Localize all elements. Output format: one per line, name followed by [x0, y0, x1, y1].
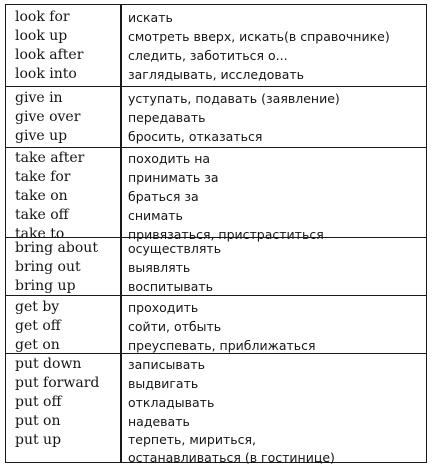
table-row	[6, 239, 426, 258]
phrasal-verb: take after	[15, 150, 85, 166]
phrasal-verb: get off	[15, 318, 61, 334]
phrasal-verb: give up	[15, 128, 68, 144]
phrasal-verb: put forward	[15, 375, 100, 391]
phrasal-verb: give in	[15, 90, 63, 106]
translation: походить на	[128, 151, 211, 166]
phrasal-verb: put off	[15, 394, 62, 410]
translation-line-1: терпеть, мириться,	[128, 432, 256, 447]
translation: надевать	[128, 414, 190, 429]
phrasal-verb: look up	[15, 28, 68, 44]
translation: смотреть вверх, искать(в справочнике)	[128, 29, 390, 44]
table-row	[6, 355, 426, 374]
translation: искать	[128, 10, 173, 25]
translation: привязаться, пристраститься	[128, 227, 324, 242]
table-row	[6, 8, 426, 27]
table-row	[6, 89, 426, 108]
table-row	[6, 277, 426, 296]
translation: записывать	[128, 357, 206, 372]
translation: снимать	[128, 208, 183, 223]
phrasal-verb: take on	[15, 188, 68, 204]
phrasal-verb: get by	[15, 299, 60, 315]
phrasal-verb: bring up	[15, 278, 76, 294]
table-row	[6, 258, 426, 277]
phrasal-verb: put up	[15, 432, 62, 448]
table-row	[6, 187, 426, 206]
table-row	[6, 46, 426, 65]
table-row	[6, 149, 426, 168]
phrasal-verb: bring out	[15, 259, 81, 275]
phrasal-verb: take to	[15, 226, 65, 242]
translation	[128, 431, 335, 467]
table-row	[6, 374, 426, 393]
phrasal-verb: put down	[15, 356, 82, 372]
translation: сойти, отбыть	[128, 319, 222, 334]
translation: воспитывать	[128, 279, 214, 294]
phrasal-verb: give over	[15, 109, 81, 125]
translation-line-2: останавливаться (в гостинице)	[128, 450, 335, 465]
translation: браться за	[128, 189, 199, 204]
phrasal-verb: get on	[15, 337, 60, 353]
translation: передавать	[128, 110, 206, 125]
table-row	[6, 317, 426, 336]
translation: бросить, отказаться	[128, 129, 263, 144]
translation: выявлять	[128, 260, 191, 275]
table-row	[6, 27, 426, 46]
phrasal-verb: bring about	[15, 240, 98, 256]
table-row	[6, 168, 426, 187]
group-divider	[6, 353, 426, 354]
phrasal-verb: look for	[15, 9, 70, 25]
table-row	[6, 65, 426, 84]
phrasal-verb: take off	[15, 207, 69, 223]
translation: проходить	[128, 300, 199, 315]
table-row	[6, 393, 426, 412]
group-divider	[6, 147, 426, 148]
group-divider	[6, 295, 426, 296]
translation: уступать, подавать (заявление)	[128, 91, 340, 106]
translation: осуществлять	[128, 241, 222, 256]
phrasal-verb: take for	[15, 169, 71, 185]
group-divider	[6, 86, 426, 87]
table-row	[6, 206, 426, 225]
table-row	[6, 108, 426, 127]
phrasal-verbs-table	[5, 4, 427, 463]
table-row	[6, 431, 426, 467]
phrasal-verb: look into	[15, 66, 77, 82]
translation: преуспевать, приближаться	[128, 338, 316, 353]
table-row	[6, 298, 426, 317]
translation: принимать за	[128, 170, 219, 185]
phrasal-verb: put on	[15, 413, 61, 429]
group-divider	[6, 237, 426, 238]
table-row	[6, 127, 426, 146]
translation: следить, заботиться о...	[128, 48, 288, 63]
phrasal-verb: look after	[15, 47, 84, 63]
translation: откладывать	[128, 395, 215, 410]
translation: выдвигать	[128, 376, 199, 391]
table-row	[6, 412, 426, 431]
translation: заглядывать, исследовать	[128, 67, 305, 82]
